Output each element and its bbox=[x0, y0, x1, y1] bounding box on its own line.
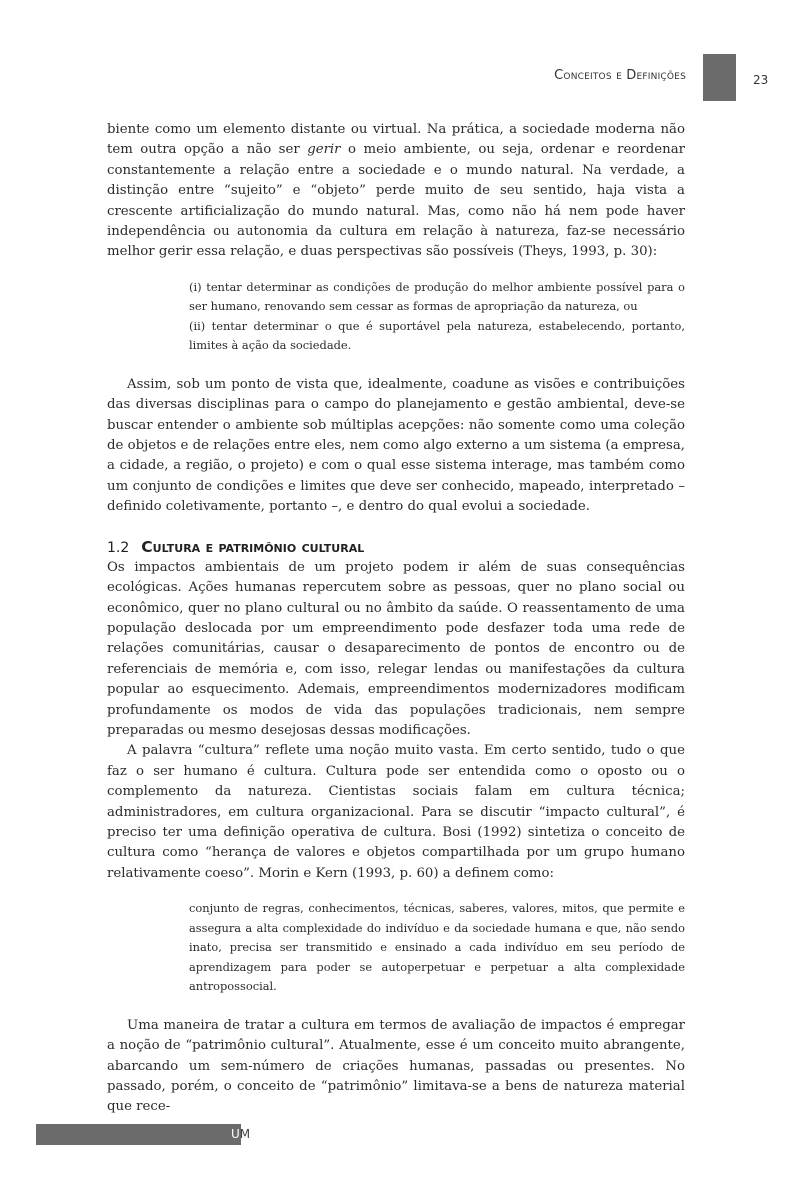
body-text bbox=[107, 120, 685, 1118]
quote-text: conjunto de regras, conhecimentos, técnicas, saberes, valores, mitos, que permite e assegura a alta complexidade do indivíduo e da sociedade humana e que, não sendo inato, precisa ser transmitido e ensinado a cada indivíduo em seu período de aprendizagem para poder se autoperpetuar e perpetuar a alta complexidade antropossocial. bbox=[189, 901, 685, 994]
quote-item-ii: (ii) tentar determinar o que é suportável pela natureza, estabelecendo, portanto, limites à ação da sociedade. bbox=[189, 318, 685, 353]
section-number: 1.2 bbox=[107, 539, 130, 556]
paragraph-text: biente como um elemento distante ou virtual. Na prática, a sociedade moderna não tem outra opção a não ser bbox=[107, 122, 685, 158]
quote-item-i: (i) tentar determinar as condições de produção do melhor ambiente possível para o ser humano, renovando sem cessar as formas de apropriação da natureza, ou bbox=[189, 279, 685, 314]
section-heading bbox=[107, 537, 685, 558]
emphasis-gerir: gerir bbox=[307, 142, 341, 158]
section-title: Cultura e patrimônio cultural bbox=[141, 537, 365, 556]
footer-bar bbox=[36, 1124, 241, 1145]
page-number: 23 bbox=[753, 73, 769, 87]
footer-label-u: U bbox=[231, 1127, 240, 1141]
footer-label-m: M bbox=[239, 1127, 251, 1141]
block-quote-theys bbox=[189, 278, 685, 356]
paragraph-assim: Assim, sob um ponto de vista que, idealmente, coadune as visões e contribuições das diversas disciplinas para o campo do planejamento e gestão ambiental, deve-se buscar entender o ambiente sob múltiplas acepções: não somente como uma coleção de objetos e de relações entre eles, nem como algo externo a um sistema (a empresa, a cidade, a região, o projeto) e com o qual esse sistema interage, mas também como um conjunto de condições e limites que deve ser conhecido, mapeado, interpretado – definido coletivamente, portanto –, e dentro do qual evolui a sociedade. bbox=[107, 376, 685, 515]
paragraph-text: o meio ambiente, ou seja, ordenar e reordenar constantemente a relação entre a sociedade e o mundo natural. Na verdade, a distinção entre “sujeito” e “objeto” perde muito de seu sentido, haja vista a crescente artificialização do mundo natural. Mas, como não há nem pode haver independência ou autonomia da cultura em relação à natureza, faz-se necessário melhor gerir essa relação, e duas perspectivas são possíveis (Theys, 1993, p. 30): bbox=[107, 142, 685, 260]
block-quote-morin-kern bbox=[189, 899, 685, 997]
paragraph-patrimonio: Uma maneira de tratar a cultura em termos de avaliação de impactos é empregar a noção de “patrimônio cultural”. Atualmente, esse é um conceito muito abrangente, abarcando um sem-número de criações humanas, passadas ou presentes. No passado, porém, o conceito de “patrimônio” limitava-se a bens de natureza material que rece- bbox=[107, 1017, 685, 1115]
paragraph-impactos: Os impactos ambientais de um projeto podem ir além de suas consequências ecológicas. Ações humanas repercutem sobre as pessoas, quer no plano social ou econômico, quer no plano cultural ou no âmbito da saúde. O reassentamento de uma população deslocada por um empreendimento pode desfazer toda uma rede de relações comunitárias, causar o desaparecimento de pontos de encontro ou de referenciais de memória e, com isso, relegar lendas ou manifestações da cultura popular ao esquecimento. Ademais, empreendimentos modernizadores modificam profundamente os modos de vida das populações tradicionais, nem sempre preparadas ou mesmo desejosas dessas modificações. bbox=[107, 559, 685, 738]
running-head-title: Conceitos e Definições bbox=[554, 68, 686, 83]
footer-label bbox=[231, 1127, 250, 1141]
paragraph-continued bbox=[107, 120, 685, 263]
paragraph-cultura: A palavra “cultura” reflete uma noção muito vasta. Em certo sentido, tudo o que faz o ser humano é cultura. Cultura pode ser entendida como o oposto ou o complemento da natureza. Cientistas sociais falam em cultura técnica; administradores, em cultura organizacional. Para se discutir “impacto cultural”, é preciso ter uma definição operativa de cultura. Bosi (1992) sintetiza o conceito de cultura como “herança de valores e objetos compartilhada por um grupo humano relativamente coeso”. Morin e Kern (1993, p. 60) a definem como: bbox=[107, 743, 685, 881]
header-tab-marker bbox=[703, 54, 736, 101]
